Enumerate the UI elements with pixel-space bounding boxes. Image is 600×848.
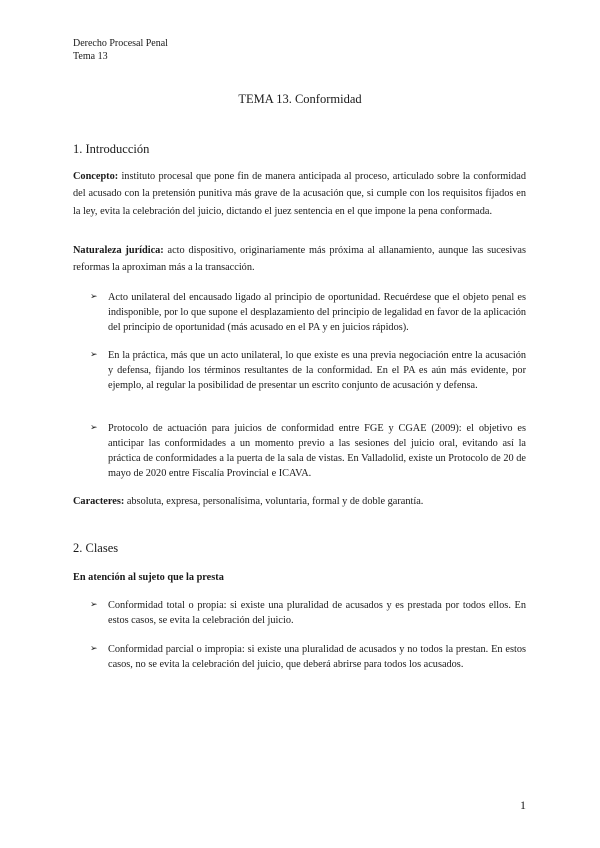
page-number: 1	[520, 798, 526, 812]
header-course: Derecho Procesal Penal	[73, 38, 168, 49]
bullet-arrow-icon: ➢	[90, 292, 98, 302]
list-item-text: Conformidad parcial o impropia: si existe una pluralidad de acusados y no todos la prestan. En estos casos, no se evita la celebración del juicio, que deberá abrirse para todos los acusados.	[108, 644, 526, 670]
paragraph-concept	[73, 168, 526, 220]
list-item	[90, 348, 526, 393]
bullet-arrow-icon: ➢	[90, 600, 98, 610]
running-header	[73, 37, 168, 63]
paragraph-characters	[73, 493, 526, 510]
bullet-arrow-icon: ➢	[90, 644, 98, 654]
list-item-text: Protocolo de actuación para juicios de conformidad entre FGE y CGAE (2009): el objetivo es anticipar las conformidades a un momento previo a las sesiones del juicio oral, evitando así la práctica de conformidades a la puerta de la sala de vistas. En Valladolid, existe un Protocolo de 20 de mayo de 2020 entre Fiscalía Provincial e ICAVA.	[108, 423, 526, 479]
characters-text: absoluta, expresa, personalísima, voluntaria, formal y de doble garantía.	[124, 496, 424, 507]
characters-label: Caracteres:	[73, 496, 125, 507]
concept-label: Concepto:	[73, 171, 119, 182]
section-heading-introduction: 1. Introducción	[73, 142, 150, 156]
list-item	[90, 421, 526, 481]
section-heading-classes: 2. Clases	[73, 541, 119, 555]
nature-text: acto dispositivo, originariamente más próxima al allanamiento, aunque las sucesivas reformas la aproximan más a la transacción.	[73, 245, 526, 274]
document-title: TEMA 13. Conformidad	[238, 92, 362, 106]
list-item-text: Acto unilateral del encausado ligado al principio de oportunidad. Recuérdese que el objeto penal es indisponible, por lo que supone el desplazamiento del principio de legalidad en favor de la aplicación del principio de oportunidad (más acusado en el PA y en juicios rápidos).	[108, 292, 526, 333]
subheading-subject: En atención al sujeto que la presta	[73, 572, 224, 583]
list-item	[90, 642, 526, 672]
bullet-arrow-icon: ➢	[90, 423, 98, 433]
list-item-text: En la práctica, más que un acto unilateral, lo que existe es una previa negociación entre la acusación y defensa, fijando los términos resultantes de la conformidad. En el PA es aún más evidente, por ejemplo, al regular la posibilidad de presentar un escrito conjunto de acusación y defensa.	[108, 350, 526, 391]
header-topic: Tema 13	[73, 51, 108, 62]
nature-label: Naturaleza jurídica:	[73, 245, 164, 256]
list-item	[90, 598, 526, 628]
list-item	[90, 290, 526, 335]
concept-text: instituto procesal que pone fin de manera anticipada al proceso, articulado sobre la conformidad del acusado con la pretensión punitiva más grave de la acusación que, si cumple con los requisitos fijados en la ley, evita la celebración del juicio, dictando el juez sentencia en el que impone la pena conformada.	[73, 171, 526, 217]
list-item-text: Conformidad total o propia: si existe una pluralidad de acusados y es prestada por todos ellos. En estos casos, se evita la celebración del juicio.	[108, 600, 526, 626]
paragraph-legal-nature	[73, 242, 526, 277]
bullet-arrow-icon: ➢	[90, 350, 98, 360]
